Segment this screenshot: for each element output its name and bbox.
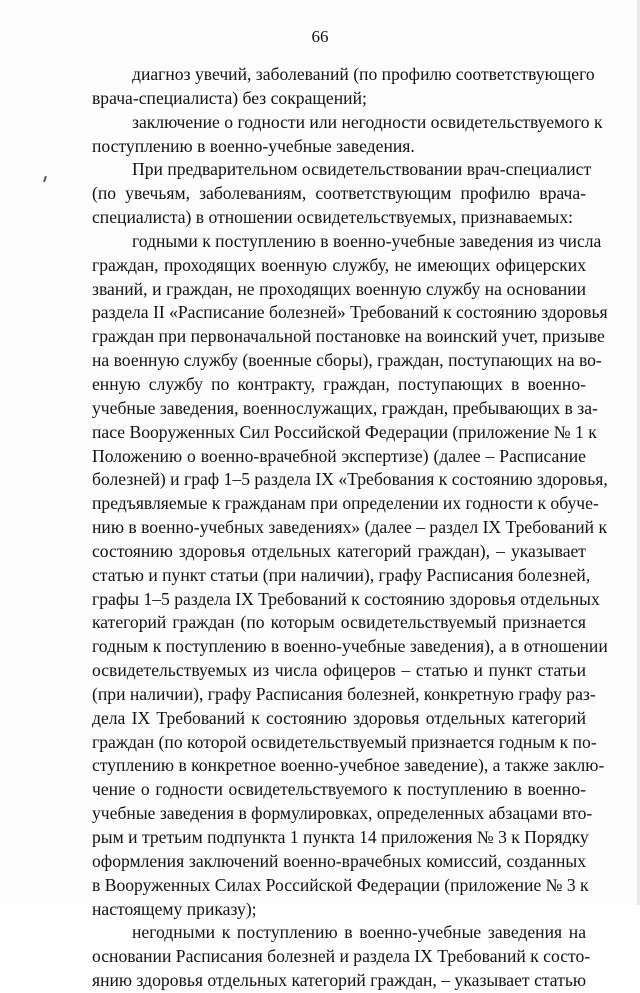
body-text	[92, 63, 608, 993]
text-line: врача-специалиста) без сокращений;	[92, 87, 367, 108]
text-line: состоянию здоровья отдельных категорий граждан), – указывает	[92, 540, 586, 561]
text-line: диагноз увечий, заболеваний (по профилю соответствующего	[132, 64, 595, 84]
text-line: основании Расписания болезней и раздела IX Требований к состо-	[92, 946, 591, 967]
text-line: в Вооруженных Силах Российской Федерации (приложение № 3 к	[92, 874, 589, 895]
text-line: званий, и граждан, не проходящих военную службу на основании	[92, 278, 586, 299]
text-line: чение о годности освидетельствуемого к поступлению в военно-	[92, 779, 586, 800]
text-line: поступлению в военно-учебные заведения.	[92, 135, 415, 156]
text-line: заключение о годности или негодности освидетельствуемого к	[132, 111, 603, 132]
text-line: рым и третьим подпункта 1 пункта 14 приложения № 3 к Порядку	[92, 827, 589, 847]
text-line: статью и пункт статьи (при наличии), графу Расписания болезней,	[92, 564, 591, 585]
text-line: пасе Вооруженных Сил Российской Федерации (приложение № 1 к	[92, 421, 597, 442]
text-line: граждан, проходящих военную службу, не имеющих офицерских	[92, 254, 586, 275]
text-line: графы 1–5 раздела IX Требований к состоянию здоровья отдельных	[92, 588, 600, 609]
text-line: учебные заведения, военнослужащих, граждан, пребывающих в за-	[92, 397, 598, 418]
text-line: дела IX Требований к состоянию здоровья отдельных категорий	[92, 707, 586, 728]
text-line: освидетельствуемых из числа офицеров – статью и пункт статьи	[92, 660, 586, 681]
text-line: оформления заключений военно-врачебных комиссий, созданных	[92, 850, 586, 871]
page-number: 66	[311, 27, 329, 46]
text-line: граждан (по которой освидетельствуемый признается годным к по-	[92, 731, 597, 752]
text-line: раздела II «Расписание болезней» Требований к состоянию здоровья	[92, 302, 608, 323]
text-line: учебные заведения в формулировках, определенных абзацами вто-	[92, 803, 593, 824]
text-line: категорий граждан (по которым освидетельствуемый признается	[92, 612, 586, 633]
text-line: енную службу по контракту, граждан, поступающих в военно-	[92, 373, 586, 394]
text-line: годным к поступлению в военно-учебные заведения), а в отношении	[92, 636, 608, 657]
text-line: негодными к поступлению в военно-учебные заведения на	[132, 922, 586, 943]
text-line: (по увечьям, заболеваниям, соответствующим профилю врача-	[92, 183, 586, 204]
text-line: специалиста) в отношении освидетельствуемых, признаваемых:	[92, 207, 574, 228]
text-line: (при наличии), графу Расписания болезней, конкретную графу раз-	[92, 683, 596, 704]
text-line: При предварительном освидетельствовании врач-специалист	[132, 159, 592, 180]
text-line: янию здоровья отдельных категорий граждан, – указывает статью	[92, 970, 586, 991]
text-line: болезней) и граф 1–5 раздела IX «Требования к состоянию здоровья,	[92, 469, 608, 490]
text-line: предъявляемые к гражданам при определении их годности к обуче-	[92, 493, 599, 514]
text-line: Положению о военно-врачебной экспертизе) (далее – Расписание	[92, 445, 586, 466]
text-line: граждан при первоначальной постановке на воинский учет, призыве	[92, 326, 605, 347]
text-line: нию в военно-учебных заведениях» (далее – раздел IX Требований к	[92, 517, 608, 538]
text-line: ступлению в конкретное военно-учебное заведение), а также заклю-	[92, 755, 605, 776]
margin-mark	[43, 176, 47, 182]
text-line: на военную службу (военные сборы), граждан, поступающих на во-	[92, 350, 602, 371]
text-line: годными к поступлению в военно-учебные заведения из числа	[132, 230, 602, 251]
text-line: настоящему приказу);	[92, 898, 257, 919]
